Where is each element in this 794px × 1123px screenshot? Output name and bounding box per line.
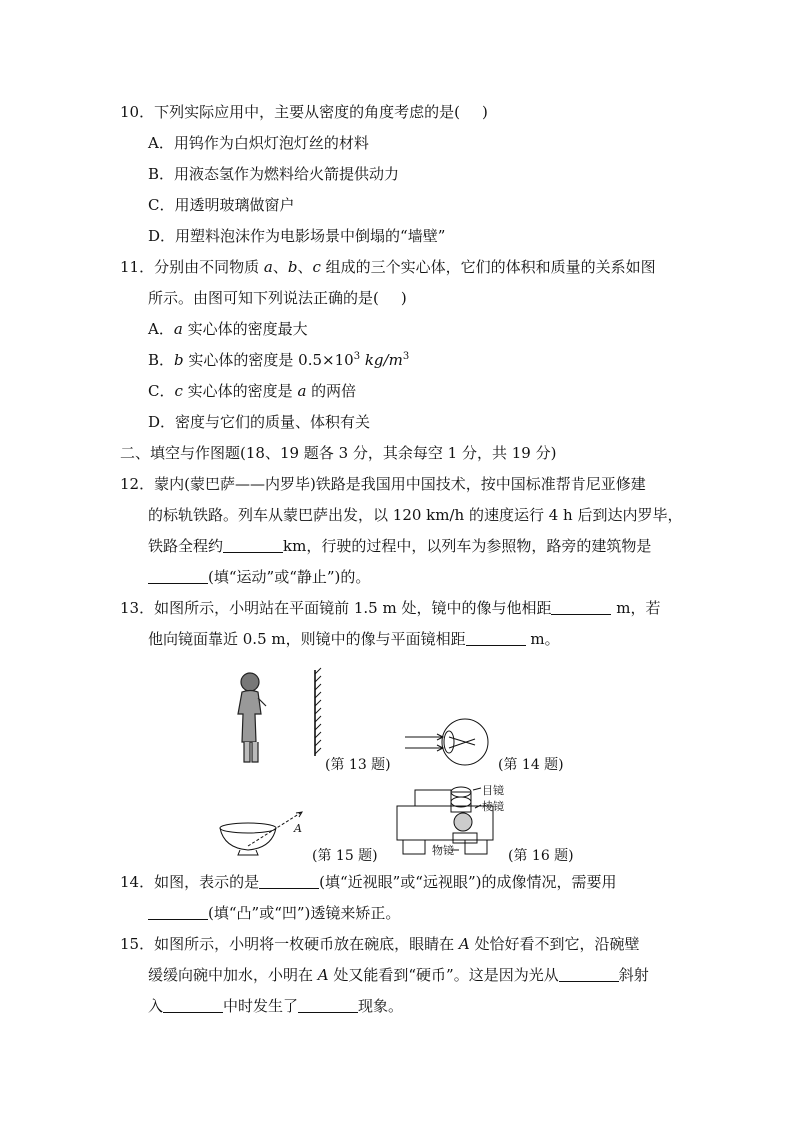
q10-option-d: D．用塑料泡沫作为电影场景中倒塌的“墙壁”	[148, 227, 446, 245]
answer-blank	[551, 600, 611, 615]
answer-blank	[148, 569, 208, 584]
q15-line3: 入 中时发生了 现象。	[148, 997, 404, 1015]
answer-blank	[148, 905, 208, 920]
q10-option-b: B．用液态氢作为燃料给火箭提供动力	[148, 165, 400, 183]
answer-blank	[223, 538, 283, 553]
answer-blank	[259, 874, 319, 889]
answer-blank	[559, 967, 619, 982]
q11-option-b: B．b 实心体的密度是 $0.5\times 10^3$ $kg/m^3$	[148, 351, 410, 369]
label-point-A: A	[294, 822, 302, 835]
q12-line1: 12．蒙内(蒙巴萨——内罗毕)铁路是我国用中国技术，按中国标准帮肯尼亚修建	[120, 475, 646, 493]
q12-line4: (填“运动”或“静止”)的。	[148, 567, 370, 587]
answer-blank	[466, 631, 526, 646]
figure-15-caption: (第 15 题)	[312, 848, 378, 864]
answer-blank	[163, 998, 223, 1013]
q14-line1: 14．如图，表示的是 (填“近视眼”或“远视眼”)的成像情况，需要用	[120, 873, 617, 891]
figure-16-caption: (第 16 题)	[508, 848, 574, 864]
section-2-heading: 二、填空与作图题(18、19 题各 3 分，其余每空 1 分，共 19 分)	[120, 444, 557, 462]
q13-line2: 他向镜面靠近 0.5 m，则镜中的像与平面镜相距 m。	[148, 630, 560, 648]
q11-option-d: D．密度与它们的质量、体积有关	[148, 413, 371, 431]
q15-line1: 15．如图所示，小明将一枚硬币放在碗底，眼睛在 A 处恰好看不到它，沿碗壁	[120, 935, 640, 953]
q12-line2: 的标轨铁路。列车从蒙巴萨出发，以 120 km/h 的速度运行 4 h 后到达内罗毕，	[148, 506, 683, 524]
label-eyepiece: 目镜	[482, 784, 504, 797]
figure-13-boy-mirror	[230, 668, 330, 770]
answer-blank	[298, 998, 358, 1013]
figure-13-caption: (第 13 题)	[325, 757, 391, 773]
q10-stem: 10．下列实际应用中，主要从密度的角度考虑的是( )	[120, 103, 488, 121]
q15-line2: 缓缓向碗中加水，小明在 A 处又能看到“硬币”。这是因为光从 斜射	[148, 966, 649, 984]
q11-stem-line2: 所示。由图可知下列说法正确的是( )	[148, 289, 407, 307]
label-objective: 物镜	[432, 844, 454, 857]
q10-option-a: A．用钨作为白炽灯泡灯丝的材料	[148, 134, 369, 152]
q11-stem-line1: 11．分别由不同物质 a、b、c 组成的三个实心体，它们的体积和质量的关系如图	[120, 258, 656, 276]
q11-option-a: A．a 实心体的密度最大	[148, 320, 308, 338]
q13-line1: 13．如图所示，小明站在平面镜前 1.5 m 处，镜中的像与他相距 m，若	[120, 599, 661, 617]
q12-line3: 铁路全程约 km，行驶的过程中，以列车为参照物，路旁的建筑物是	[148, 537, 652, 555]
q14-line2: (填“凸”或“凹”)透镜来矫正。	[148, 903, 400, 923]
q11-option-c: C．c 实心体的密度是 a 的两倍	[148, 382, 357, 400]
label-prism: 棱镜	[482, 800, 504, 813]
q10-option-c: C．用透明玻璃做窗户	[148, 196, 295, 214]
figure-14-eye-diagram	[405, 718, 495, 770]
figure-14-caption: (第 14 题)	[498, 757, 564, 773]
